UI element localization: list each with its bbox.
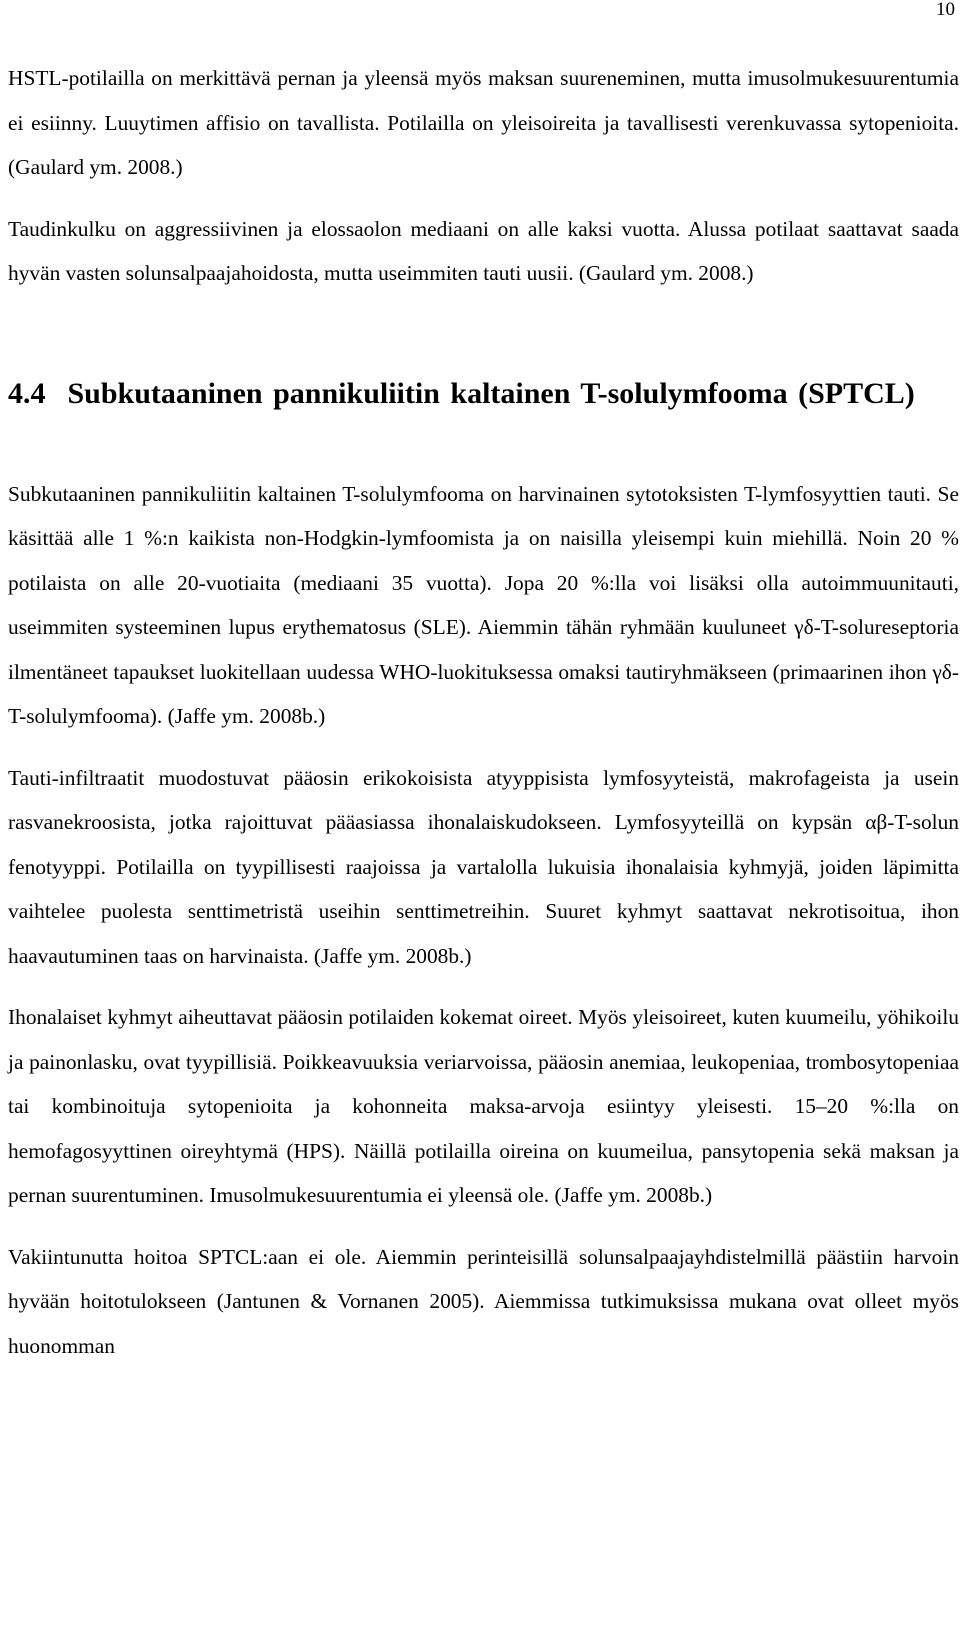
page-number: 10 <box>936 0 955 20</box>
section-heading <box>8 374 959 414</box>
section-title: Subkutaaninen pannikuliitin kaltainen T-solulymfooma (SPTCL) <box>67 376 915 410</box>
paragraph-sptcl-symptoms: Ihonalaiset kyhmyt aiheuttavat pääosin potilaiden kokemat oireet. Myös yleisoireet, kuten kuumeilu, yöhikoilu ja painonlasku, ovat tyypillisiä. Poikkeavuuksia veriarvoissa, pääosin anemiaa, leukopeniaa, trombosytopeniaa tai kombinoituja sytopenioita ja kohonneita maksa-arvoja esiintyy yleisesti. 15–20 %:lla on hemofagosyyttinen oireyhtymä (HPS). Näillä potilailla oireina on kuumeilua, pansytopenia sekä maksan ja pernan suurentuminen. Imusolmukesuurentumia ei yleensä ole. (Jaffe ym. 2008b.) <box>8 1005 959 1207</box>
document-body <box>8 56 959 1368</box>
paragraph-hstl-symptoms: HSTL-potilailla on merkittävä pernan ja yleensä myös maksan suureneminen, mutta imusolmukesuurentumia ei esiinny. Luuytimen affisio on tavallista. Potilailla on yleisoireita ja tavallisesti verenkuvassa sytopenioita. (Gaulard ym. 2008.) <box>8 66 959 179</box>
paragraph-sptcl-intro: Subkutaaninen pannikuliitin kaltainen T-solulymfooma on harvinainen sytotoksisten T-lymfosyyttien tauti. Se käsittää alle 1 %:n kaikista non-Hodgkin-lymfoomista ja on naisilla yleisempi kuin miehillä. Noin 20 % potilaista on alle 20-vuotiaita (mediaani 35 vuotta). Jopa 20 %:lla voi lisäksi olla autoimmuunitauti, useimmiten systeeminen lupus erythematosus (SLE). Aiemmin tähän ryhmään kuuluneet γδ-T-solureseptoria ilmentäneet tapaukset luokitellaan uudessa WHO-luokituksessa omaksi tautiryhmäkseen (primaarinen ihon γδ-T-solulymfooma). (Jaffe ym. 2008b.) <box>8 481 959 728</box>
paragraph-sptcl-histology: Tauti-infiltraatit muodostuvat pääosin erikokoisista atyyppisista lymfosyyteistä, makrofageista ja usein rasvanekroosista, jotka rajoittuvat pääasiassa ihonalaiskudokseen. Lymfosyyteillä on kypsän αβ-T-solun fenotyyppi. Potilailla on tyypillisesti raajoissa ja vartalolla lukuisia ihonalaisia kyhmyjä, joiden läpimitta vaihtelee puolesta senttimetristä useihin senttimetreihin. Suuret kyhmyt saattavat nekrotisoitua, ihon haavautuminen taas on harvinaista. (Jaffe ym. 2008b.) <box>8 765 959 968</box>
paragraph-sptcl-treatment: Vakiintunutta hoitoa SPTCL:aan ei ole. Aiemmin perinteisillä solunsalpaajayhdistelmillä päästiin harvoin hyvään hoitotulokseen (Jantunen & Vornanen 2005). Aiemmissa tutkimuksissa mukana ovat olleet myös huonomman <box>8 1244 959 1358</box>
section-number: 4.4 <box>8 376 46 410</box>
paragraph-hstl-prognosis: Taudinkulku on aggressiivinen ja elossaolon mediaani on alle kaksi vuotta. Alussa potilaat saattavat saada hyvän vasten solunsalpaajahoidosta, mutta useimmiten tauti uusii. (Gaulard ym. 2008.) <box>8 216 959 285</box>
